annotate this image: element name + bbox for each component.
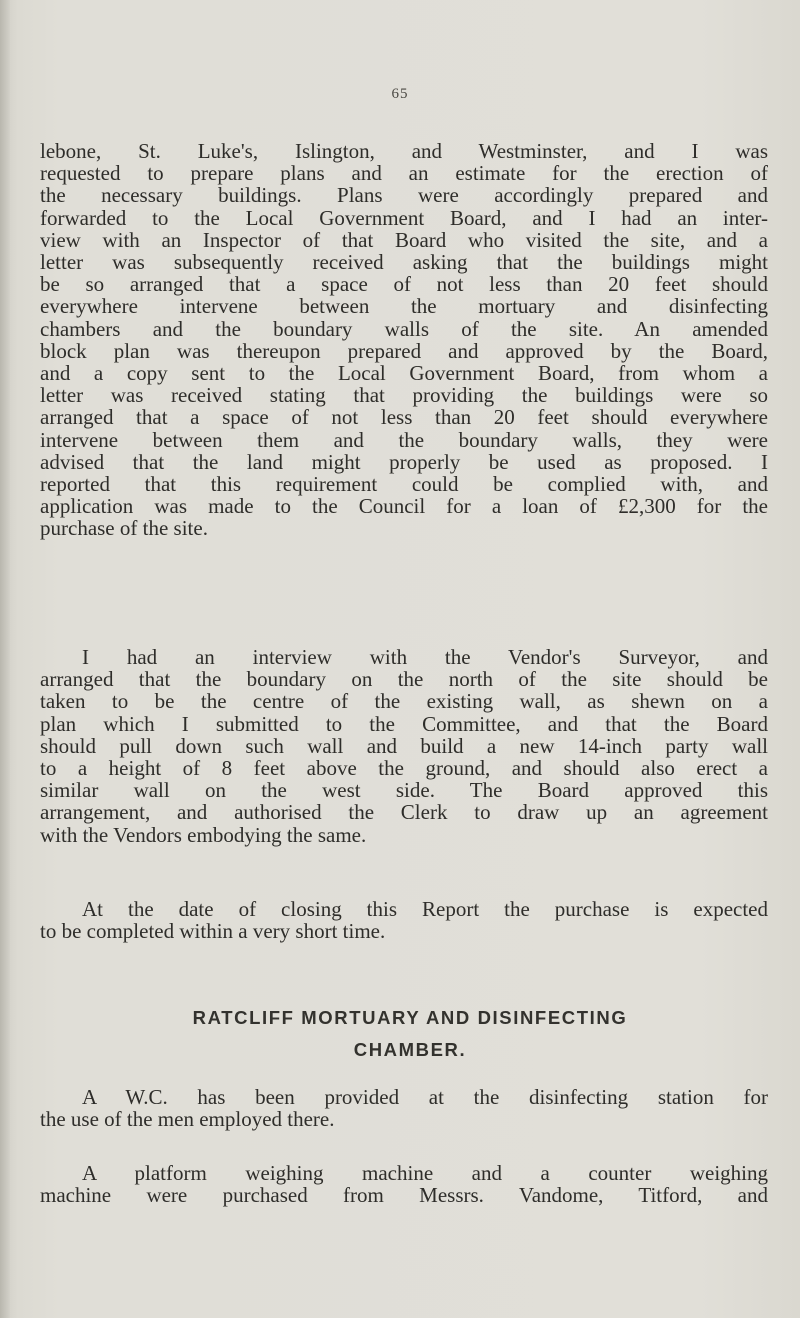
text-line: taken to be the centre of the existing wall, as shewn on a (40, 689, 768, 714)
text-line: to be completed within a very short time. (40, 919, 386, 944)
section-heading-line-2: CHAMBER. (353, 1039, 467, 1060)
paragraph-purchase-status (40, 898, 768, 942)
text-line: intervene between them and the boundary walls, they were (40, 427, 768, 452)
text-line: plan which I submitted to the Committee, and that the Board (40, 711, 768, 736)
text-line: forwarded to the Local Government Board, and I had an inter- (40, 205, 768, 230)
text-line: chambers and the boundary walls of the site. An amended (40, 316, 768, 341)
text-line: purchase of the site. (40, 516, 208, 541)
text-line: similar wall on the west side. The Board approved this (40, 778, 768, 803)
text-line: machine were purchased from Messrs. Vandome, Titford, and (40, 1183, 768, 1208)
text-line: requested to prepare plans and an estimate for the erection of (40, 161, 768, 186)
paragraph-continuation (40, 140, 768, 540)
text-line: I had an interview with the Vendor's Surveyor, and (82, 645, 768, 669)
text-line: block plan was thereupon prepared and approved by the Board, (40, 338, 768, 363)
text-line: arranged that the boundary on the north of the site should be (40, 667, 768, 692)
text-line: A W.C. has been provided at the disinfecting station for (82, 1085, 768, 1109)
paragraph-vendor-surveyor (40, 646, 768, 846)
text-line: be so arranged that a space of not less than 20 feet should (40, 272, 768, 297)
text-line: everywhere intervene between the mortuary and disinfecting (40, 294, 768, 319)
page-edge-shadow (0, 0, 10, 1318)
text-line: reported that this requirement could be complied with, and (40, 472, 768, 497)
text-line: letter was received stating that providing the buildings were so (40, 383, 768, 408)
text-line: view with an Inspector of that Board who visited the site, and a (40, 227, 768, 252)
text-line: letter was subsequently received asking that the buildings might (40, 250, 768, 275)
text-line: arranged that a space of not less than 20 feet should everywhere (40, 405, 768, 430)
text-line: and a copy sent to the Local Government Board, from whom a (40, 361, 768, 386)
text-line: arrangement, and authorised the Clerk to draw up an agreement (40, 800, 768, 825)
text-line: to a height of 8 feet above the ground, and should also erect a (40, 756, 768, 781)
text-line: At the date of closing this Report the purchase is expected (82, 897, 768, 921)
text-line: A platform weighing machine and a counter weighing (82, 1161, 768, 1185)
page-number: 65 (391, 86, 409, 102)
text-line: the use of the men employed there. (40, 1107, 335, 1132)
text-line: lebone, St. Luke's, Islington, and Westminster, and I was (40, 139, 768, 163)
text-line: advised that the land might properly be used as proposed. I (40, 449, 768, 474)
paragraph-wc (40, 1086, 768, 1130)
text-line: the necessary buildings. Plans were accordingly prepared and (40, 183, 768, 208)
section-heading (60, 1002, 760, 1066)
paragraph-weighing-machines (40, 1162, 768, 1206)
section-heading-line-1: RATCLIFF MORTUARY AND DISINFECTING (192, 1007, 628, 1028)
text-line: should pull down such wall and build a new 14-inch party wall (40, 733, 768, 758)
text-line: application was made to the Council for a loan of £2,300 for the (40, 494, 768, 519)
text-line: with the Vendors embodying the same. (40, 822, 367, 847)
